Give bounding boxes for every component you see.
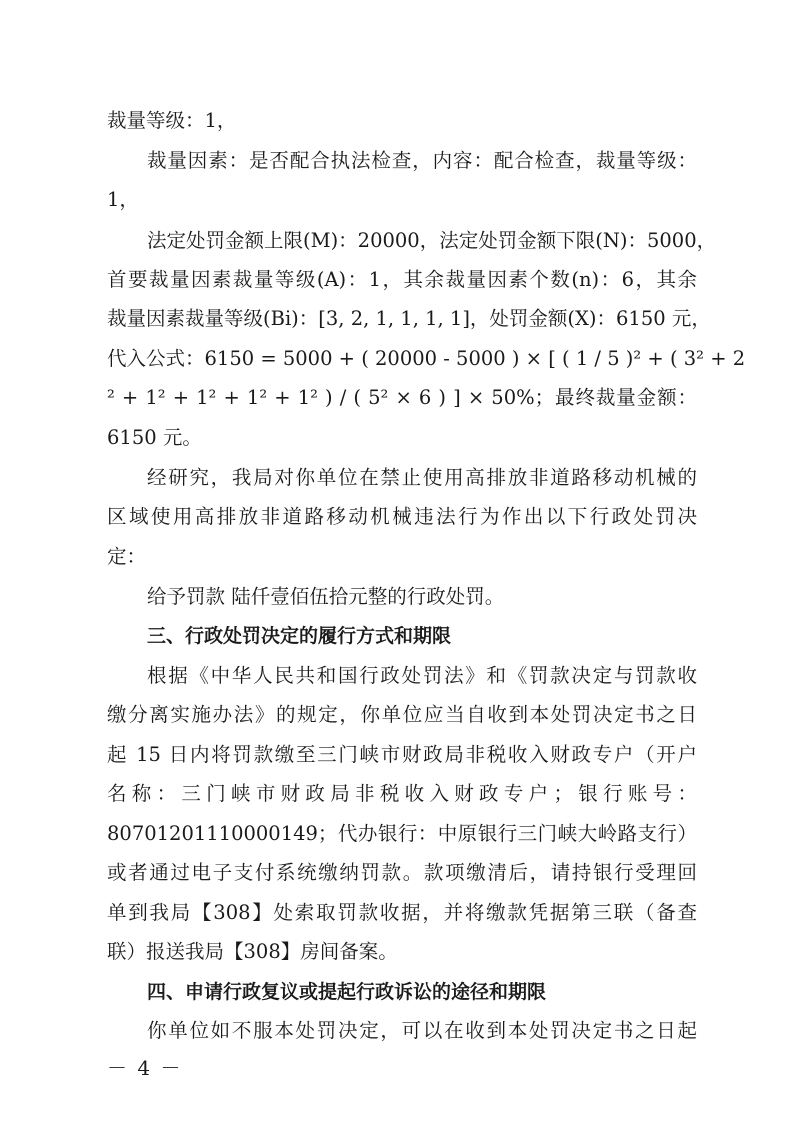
text-line: 代入公式：6150 = 5000 + ( 20000 - 5000 ) × [ ( 1 / 5 )² + ( 3² + 2	[107, 347, 746, 370]
text-line: ² + 1² + 1² + 1² + 1² ) / ( 5² × 6 ) ] × 50%；最终裁量金额：	[107, 386, 697, 409]
text-line: 80701201110000149；代办银行：中原银行三门峡大岭路支行）	[107, 822, 697, 845]
text-line: 给予罚款 陆仟壹佰伍拾元整的行政处罚。	[147, 585, 505, 608]
text-line: 单到我局【308】处索取罚款收据，并将缴款凭据第三联（备查	[107, 901, 697, 924]
text-line: 法定处罚金额上限(M)：20000，法定处罚金额下限(N)：5000，	[147, 229, 717, 252]
text-line: 首要裁量因素裁量等级(A)：1，其余裁量因素个数(n)：6，其余	[107, 268, 697, 291]
text-line: 裁量因素：是否配合执法检查，内容：配合检查，裁量等级：	[147, 149, 697, 172]
text-line: 名称：三门峡市财政局非税收入财政专户；银行账号：	[107, 782, 697, 805]
text-line: 联）报送我局【308】房间备案。	[107, 940, 398, 963]
text-line: 缴分离实施办法》的规定，你单位应当自收到本处罚决定书之日	[107, 703, 697, 726]
text-line: 裁量等级：1，	[107, 109, 237, 132]
text-line: 根据《中华人民共和国行政处罚法》和《罚款决定与罚款收	[147, 664, 697, 687]
text-line: 你单位如不服本处罚决定，可以在收到本处罚决定书之日起	[147, 1019, 697, 1042]
text-line: 1，	[107, 188, 139, 211]
text-line: 定：	[107, 545, 147, 568]
section-heading: 四、申请行政复议或提起行政诉讼的途径和期限	[147, 981, 547, 1003]
page-number: － 4 －	[107, 1056, 183, 1080]
text-line: 区域使用高排放非道路移动机械违法行为作出以下行政处罚决	[107, 505, 697, 528]
section-heading: 三、行政处罚决定的履行方式和期限	[147, 625, 452, 647]
text-line: 起 15 日内将罚款缴至三门峡市财政局非税收入财政专户（开户	[107, 743, 697, 766]
text-line: 6150 元。	[107, 426, 202, 449]
text-line: 裁量因素裁量等级(Bi)：[3, 2, 1, 1, 1, 1]，处罚金额(X)：6150 元，	[107, 307, 711, 330]
text-line: 或者通过电子支付系统缴纳罚款。款项缴清后，请持银行受理回	[107, 861, 697, 884]
text-line: 经研究，我局对你单位在禁止使用高排放非道路移动机械的	[147, 466, 697, 489]
